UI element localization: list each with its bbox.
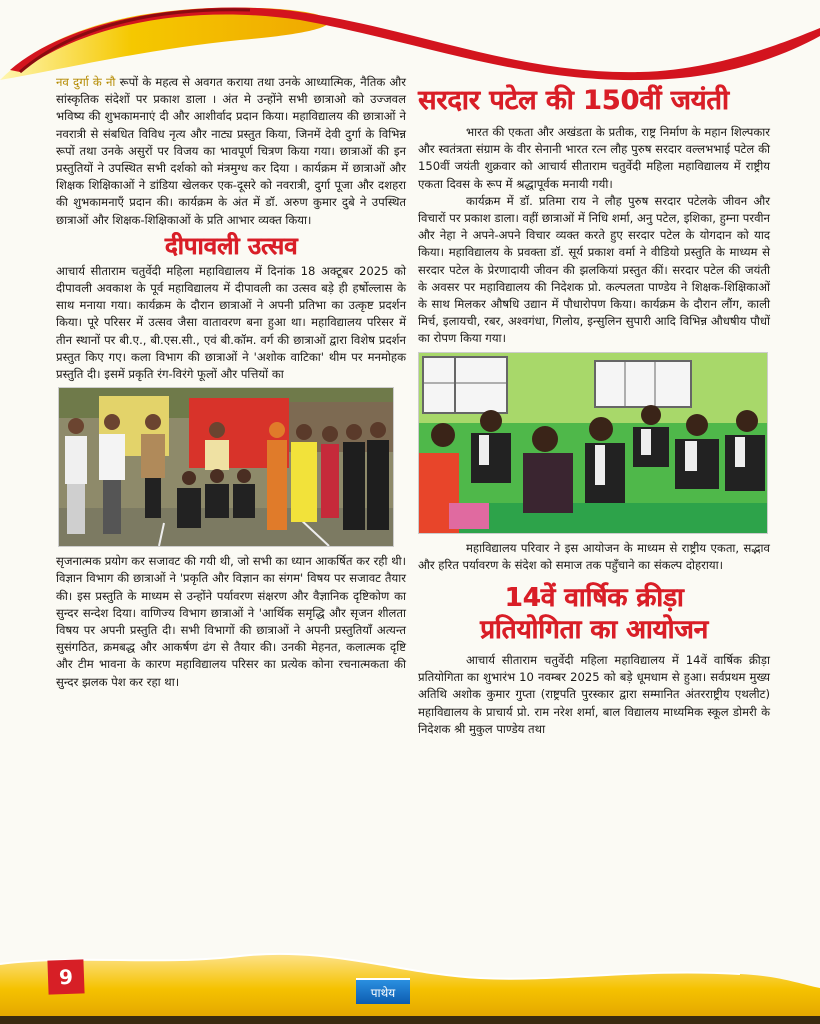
group-photo-illustration	[59, 388, 393, 546]
footer-decorative-wave	[0, 944, 820, 1024]
patel-paragraph-3: महाविद्यालय परिवार ने इस आयोजन के माध्यम से राष्ट्रीय एकता, सद्भाव और हरित पर्यावरण के संदेश को समाज तक पहुँचाने का संकल्प दोहराया।	[418, 540, 770, 572]
navratri-paragraph-text: रूपों के महत्व से अवगत कराया तथा उनके आध्यात्मिक, नैतिक और सांस्कृतिक संदेशों पर प्रकाश डाला । अंत मे उन्होंने सभी छात्राओ को उज्जवल भविष्य की शुभकामनाएं दी और आशीर्वाद प्रदान किया। महाविद्यालय की छात्राओं ने नवरात्री से संबधित विविध नृत्य और नाट्य प्रस्तुत किया, जिनमें देवी दुर्गा के विभिन्न रूपों तथा उनके असुरों पर विजय का भावपूर्ण चित्रण किया गया। छात्राओं की इन प्रस्तुतियों ने उपस्थित सभी दर्शको को मंत्रमुग्ध कर दिया । कार्यक्रम में छात्राओं और शिक्षक शिक्षिकाओं ने डांडिया खेलकर एक-दूसरे को नवरात्री, दुर्गा पूजा और दशहरा की शुभकामनाएँ प्रदान की। कार्यक्रम के अंत में डॉ. अरुण कुमार दुबे ने उपस्थित छात्राओं और शिक्षक-शिक्षिकाओं के प्रति आभार व्यक्त किया।	[56, 75, 406, 227]
navratri-continuation-paragraph	[56, 74, 406, 229]
left-column	[56, 74, 406, 691]
diwali-paragraph-2: सृजनात्मक प्रयोग कर सजावट की गयी थी, जो सभी का ध्यान आकर्षित कर रही थी। विज्ञान विभाग की छात्राओं ने 'प्रकृति और विज्ञान का संगम' विषय पर सजावट तैयार की। इस प्रस्तुति के माध्यम से उन्होंने पर्यावरण संक्षरण और वैज्ञानिक दृष्टिकोण का सुन्दर सन्देश दिया। वाणिज्य विभाग छात्राओं ने 'आर्थिक समृद्धि और सृजन शीलता विषय पर अपनी प्रस्तुति दी। सभी विभागों की छात्राओं ने अपनी प्रस्तुतियाँ अत्यन्त सुसंगठित, क्रमबद्ध और आकर्षण ढंग से तैयार की। उनकी मेहनत, कलात्मक दृष्टि और टीम भावना के कारण महाविद्यालय परिसर का प्रत्येक कोना रचनात्मकता की सुन्दर झलक पेश कर रहा था।	[56, 554, 406, 689]
diwali-group-photo	[58, 387, 394, 547]
sports-paragraph: आचार्य सीताराम चतुर्वेदी महिला महाविद्यालय में 14वें वार्षिक क्रीड़ा प्रतियोगिता का शुभारंभ 10 नवम्बर 2025 को बड़े धूमधाम से हुआ। सर्वप्रथम मुख्य अतिथि अशोक कुमार गुप्ता (राष्ट्रपति पुरस्कार द्वारा सम्मानित अंतरराष्ट्रीय एथलीट) महाविद्यालय के प्राचार्य प्रो. राम नरेश शर्मा, बाल विद्यालय माध्यमिक स्कूल डोमरी के निदेशक श्री मुकुल पाण्डेय तथा	[418, 653, 770, 736]
page-number-badge: 9	[47, 959, 84, 994]
paragraph-lead-highlight: नव दुर्गा के नौ	[56, 75, 116, 89]
sports-competition-heading	[418, 582, 770, 646]
classroom-students-photo	[418, 352, 768, 534]
diwali-heading: दीपावली उत्सव	[164, 231, 298, 260]
sports-heading-line-1: 14वें वार्षिक क्रीड़ा	[504, 583, 684, 614]
diwali-paragraph-1: आचार्य सीताराम चतुर्वेदी महिला महाविद्यालय में दिनांक 18 अक्टूबर 2025 को दीपावली अवकाश के पूर्व महाविद्यालय में दीपावली का उत्सव बड़े ही हर्षोल्लास के साथ मनाया गया। कार्यक्रम के दौरान छात्राओं ने अपनी प्रतिभा का उत्कृष्ट प्रदर्शन किया। पूरे परिसर में उत्सव जैसा वातावरण बना हुआ था। महाविद्यालय परिसर में तीन स्थानों पर बी.ए., बी.एस.सी., एवं बी.कॉम. वर्ग की छात्राओं द्वारा विशेष प्रदर्शन प्रस्तुत किए गए। कला विभाग की छात्राओं ने 'अशोक वाटिका' थीम पर मनमोहक प्रस्तुति दी। इसमें प्रकृति रंग-विरंगे फूलों और पत्तियों का	[56, 263, 406, 382]
magazine-name-tag: पाथेय	[356, 978, 410, 1004]
right-column	[418, 80, 770, 738]
sports-heading-line-2: प्रतियोगिता का आयोजन	[479, 615, 708, 646]
patel-paragraph-1: भारत की एकता और अखंडता के प्रतीक, राष्ट्र निर्माण के महान शिल्पकार और स्वतंत्रता संग्राम के वीर सेनानी भारत रत्न लौह पुरुष सरदार वल्लभभाई पटेल की 150वीं जयंती शुक्रवार को आचार्य सीताराम चतुर्वेदी महिला महाविद्यालय में राष्ट्रीय एकता दिवस के रूप में श्रद्धापूर्वक मनायी गयी।	[418, 125, 770, 191]
classroom-photo-illustration	[419, 353, 767, 533]
patel-jayanti-heading: सरदार पटेल की 150वीं जयंती	[418, 85, 729, 116]
patel-paragraph-2: कार्यक्रम में डॉ. प्रतिमा राय ने लौह पुरुष सरदार पटेलके जीवन और विचारों पर प्रकाश डाला। वहीं छात्राओं में निधि शर्मा, अनु पटेल, इशिका, हुम्ना परवीन और नेहा ने अपने-अपने विचार व्यक्त करते हुए सरदार पटेल के योगदान को याद किया। महाविद्यालय के प्रवक्ता डॉ. सूर्य प्रकाश वर्मा ने वीडियो प्रस्तुति के माध्यम से सरदार पटेल के प्रेरणादायी जीवन की झलकियां प्रस्तुत कीं। सरदार पटेल की जयंती के अवसर पर महाविद्यालय की निदेशक प्रो. कल्पलता पाण्डेय ने शिक्षक-शिक्षिकाओं के साथ मिलकर औषधि उद्यान में पौधारोपण किया। कार्यक्रम के दौरान लौंग, काली मिर्च, इलायची, रबर, अश्वगंधा, गिलोय, इन्सुलिन सुपारी आदि विभिन्न औधषीय पौधों का रोपण किया गया।	[418, 193, 770, 346]
